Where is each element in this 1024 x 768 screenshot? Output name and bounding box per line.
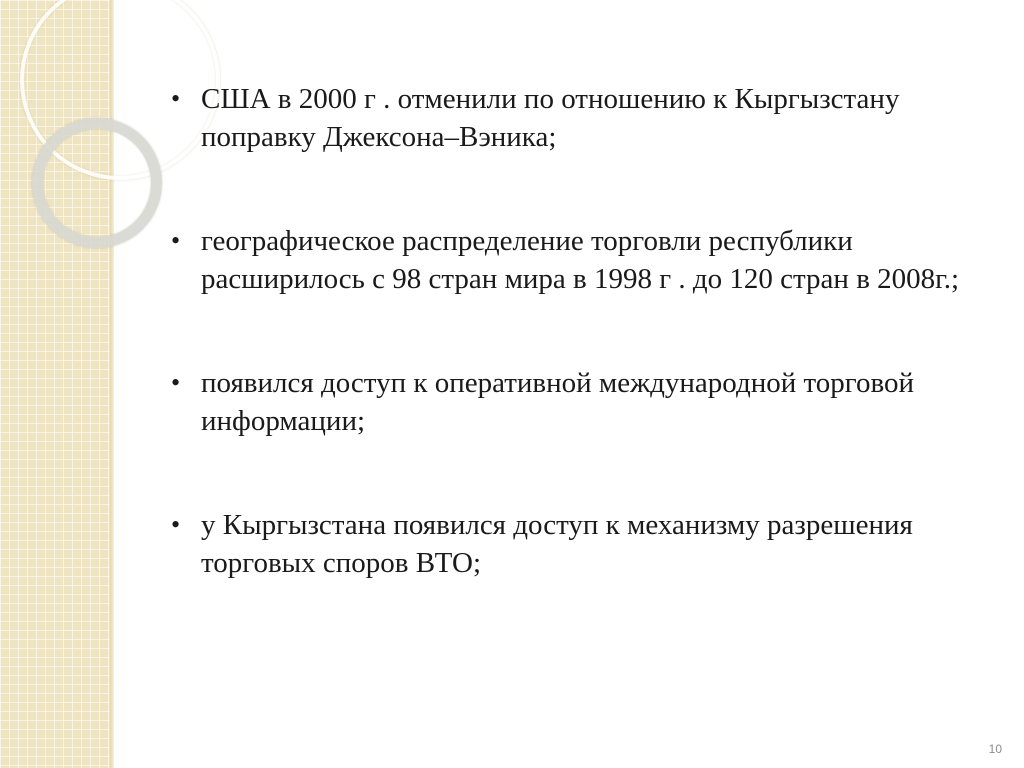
bullet-list bbox=[171, 80, 981, 582]
bullet-text-1: США в 2000 г . отменили по отношению к Кыргызстану поправку Джексона–Вэника; bbox=[201, 83, 900, 153]
bullet-item-4 bbox=[171, 506, 981, 582]
bullet-text-3: появился доступ к оперативной международной торговой информации; bbox=[201, 367, 914, 437]
bullet-marker: • bbox=[171, 368, 181, 397]
bullet-item-2 bbox=[171, 222, 981, 298]
bullet-item-3 bbox=[171, 364, 981, 440]
bullet-marker: • bbox=[171, 84, 181, 113]
bullet-item-1 bbox=[171, 80, 981, 156]
page-number: 10 bbox=[988, 742, 1002, 756]
bullet-marker: • bbox=[171, 510, 181, 539]
bullet-text-4: у Кыргызстана появился доступ к механизму разрешения торговых споров ВТО; bbox=[201, 509, 913, 579]
decorative-ring-small bbox=[32, 118, 162, 248]
bullet-text-2: географическое распределение торговли республики расширилось с 98 стран мира в 1998 г . до 120 стран в 2008г.; bbox=[201, 225, 960, 295]
bullet-marker: • bbox=[171, 226, 181, 255]
